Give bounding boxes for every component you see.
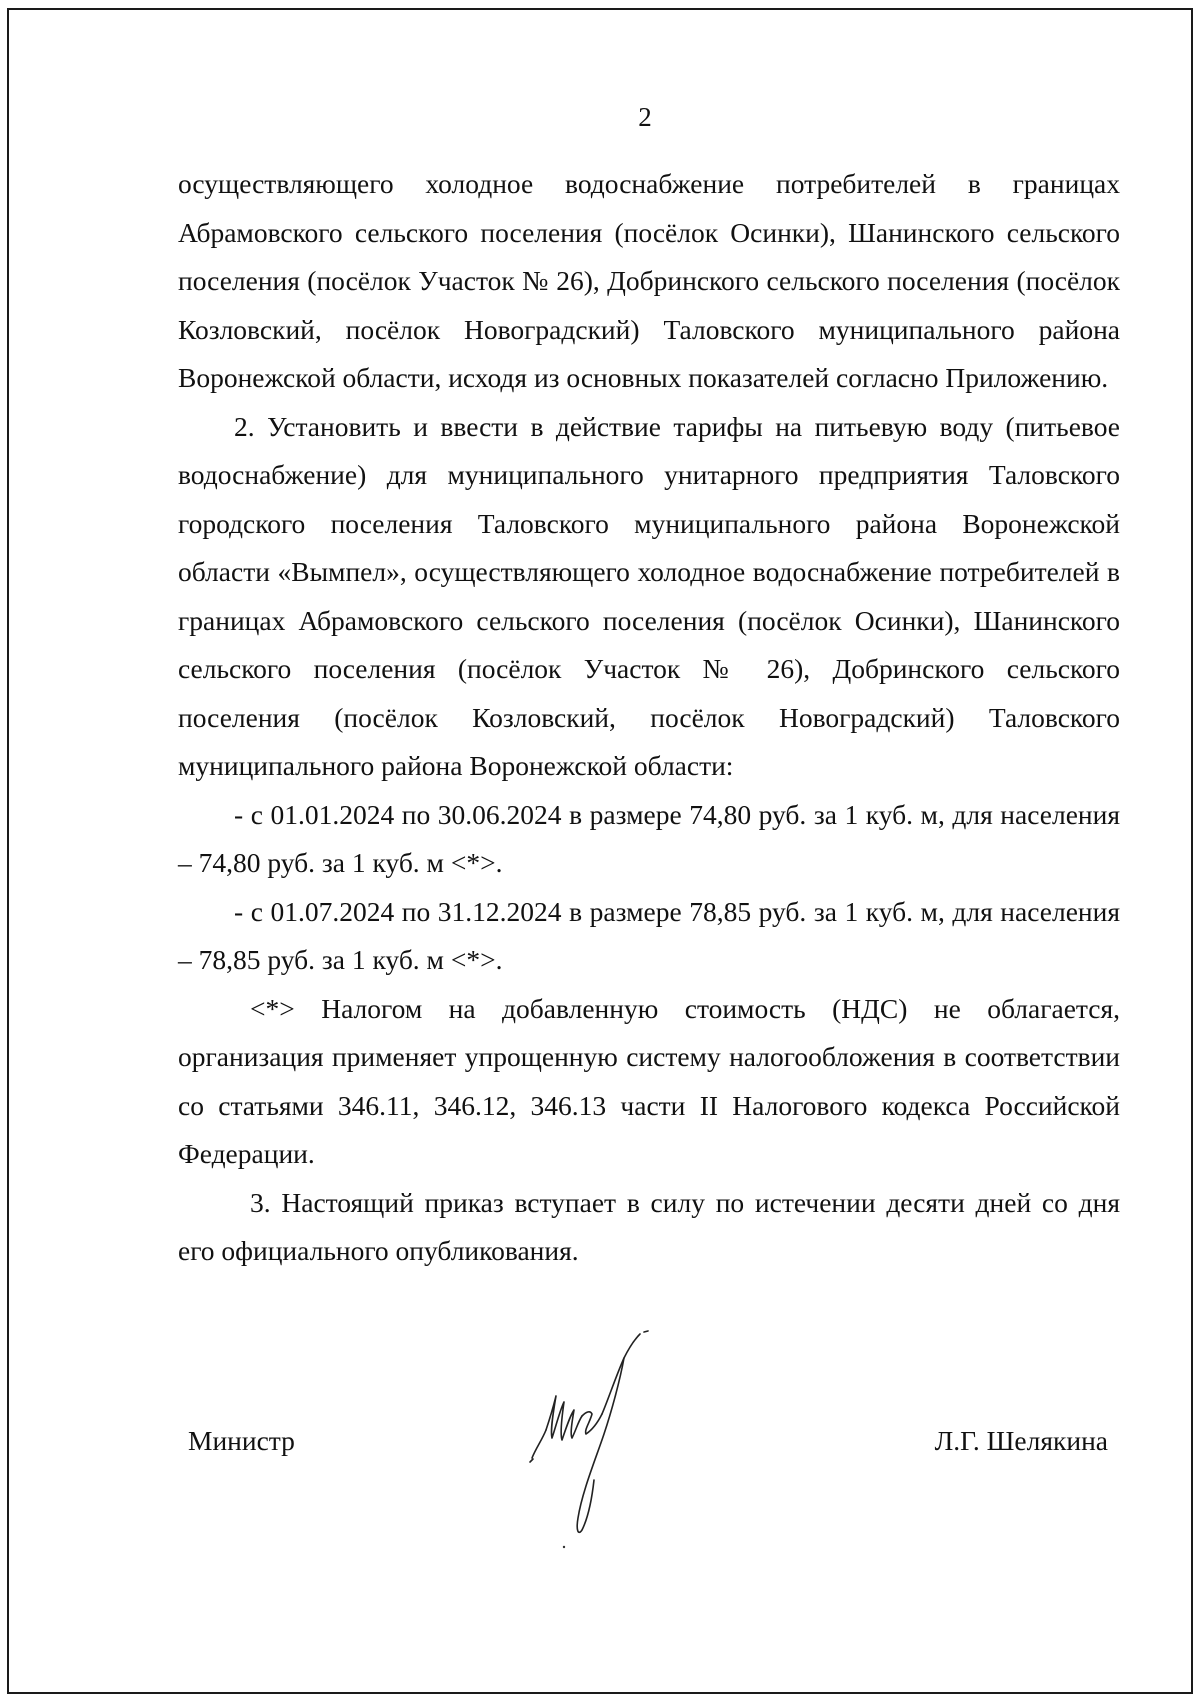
paragraph-continuation: осуществляющего холодное водоснабжение потребителей в границах Абрамовского сельского поселения (посёлок Осинки), Шанинского сельского поселения (посёлок Участок № 26), Добринского сельского поселения (посёлок Козловский, посёлок Новоградский) Таловского муниципального района Воронежской области, исходя из основных показателей согласно Приложению.: [178, 168, 1120, 393]
signer-title: Министр: [188, 1425, 295, 1456]
footnote-vat: <*> Налогом на добавленную стоимость (НДС) не облагается, организация применяет упрощенную систему налогообложения в соответствии со статьями 346.11, 346.12, 346.13 части II Налогового кодекса Российской Федерации.: [178, 992, 1120, 1169]
tariff-period-2: - с 01.07.2024 по 31.12.2024 в размере 78,85 руб. за 1 куб. м, для населения – 78,85 руб. за 1 куб. м <*>.: [178, 895, 1120, 975]
tariff-period-1: - с 01.01.2024 по 30.06.2024 в размере 74,80 руб. за 1 куб. м, для населения – 74,80 руб. за 1 куб. м <*>.: [178, 798, 1120, 878]
paragraph-3: 3. Настоящий приказ вступает в силу по истечении десяти дней со дня его официального опубликования.: [178, 1186, 1120, 1266]
handwritten-signature: [520, 1330, 670, 1560]
paragraph-2: 2. Установить и ввести в действие тарифы на питьевую воду (питьевое водоснабжение) для муниципального унитарного предприятия Таловского городского поселения Таловского муниципального района Воронежской области «Вымпел», осуществляющего холодное водоснабжение потребителей в границах Абрамовского сельского поселения (посёлок Осинки), Шанинского сельского поселения (посёлок Участок № 26), Добринского сельского поселения (посёлок Козловский, посёлок Новоградский) Таловского муниципального района Воронежской области:: [178, 410, 1120, 781]
document-body: [178, 160, 1120, 1276]
page-number: 2: [638, 102, 652, 132]
signer-name: Л.Г. Шелякина: [934, 1425, 1108, 1456]
